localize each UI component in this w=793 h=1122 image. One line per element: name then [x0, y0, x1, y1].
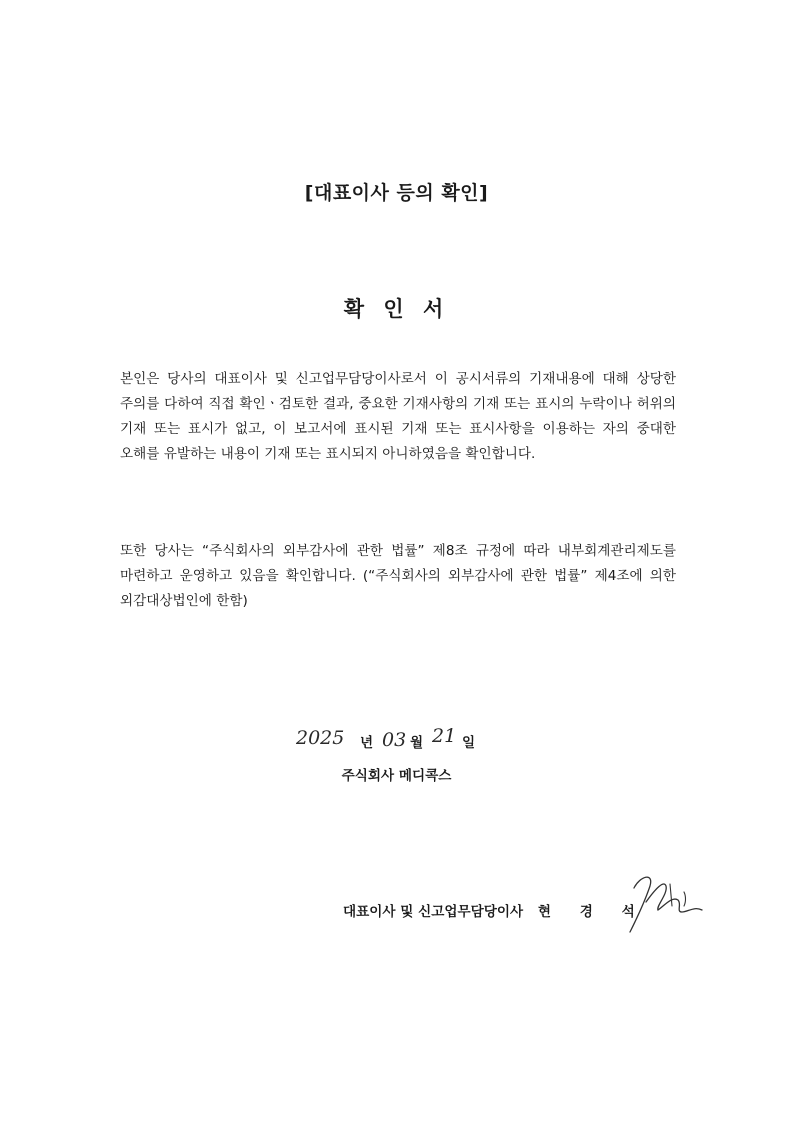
signer-line	[343, 900, 647, 920]
handwritten-signature	[620, 866, 706, 938]
document-title: 확 인 서	[343, 297, 450, 321]
date-line	[0, 723, 793, 757]
signer-title: 대표이사 및 신고업무담당이사	[343, 904, 524, 920]
handwritten-day: 21	[432, 725, 457, 747]
year-label: 년	[360, 735, 374, 751]
signer-name: 현 경 석	[537, 904, 647, 920]
section-title: [대표이사 등의 확인]	[304, 182, 489, 204]
handwritten-year: 2025	[296, 727, 345, 749]
company-name: 주식회사 메디콕스	[341, 768, 452, 784]
internal-control-paragraph: 또한 당사는 “주식회사의 외부감사에 관한 법률” 제8조 규정에 따라 내부회계관리제도를 마련하고 운영하고 있음을 확인합니다. (“주식회사의 외부감사에 관한 법률” 제4조에 의한 외감대상법인에 한함)	[120, 543, 676, 609]
confirmation-paragraph: 본인은 당사의 대표이사 및 신고업무담당이사로서 이 공시서류의 기재내용에 대해 상당한 주의를 다하여 직접 확인ㆍ검토한 결과, 중요한 기재사항의 기재 또는 표시의 누락이나 허위의 기재 또는 표시가 없고, 이 보고서에 표시된 기재 또는 표시사항을 이용하는 자의 중대한 오해를 유발하는 내용이 기재 또는 표시되지 아니하였음을 확인합니다.	[120, 371, 676, 462]
month-label: 월	[410, 735, 424, 751]
day-label: 일	[462, 735, 476, 751]
handwritten-month: 03	[382, 729, 407, 751]
